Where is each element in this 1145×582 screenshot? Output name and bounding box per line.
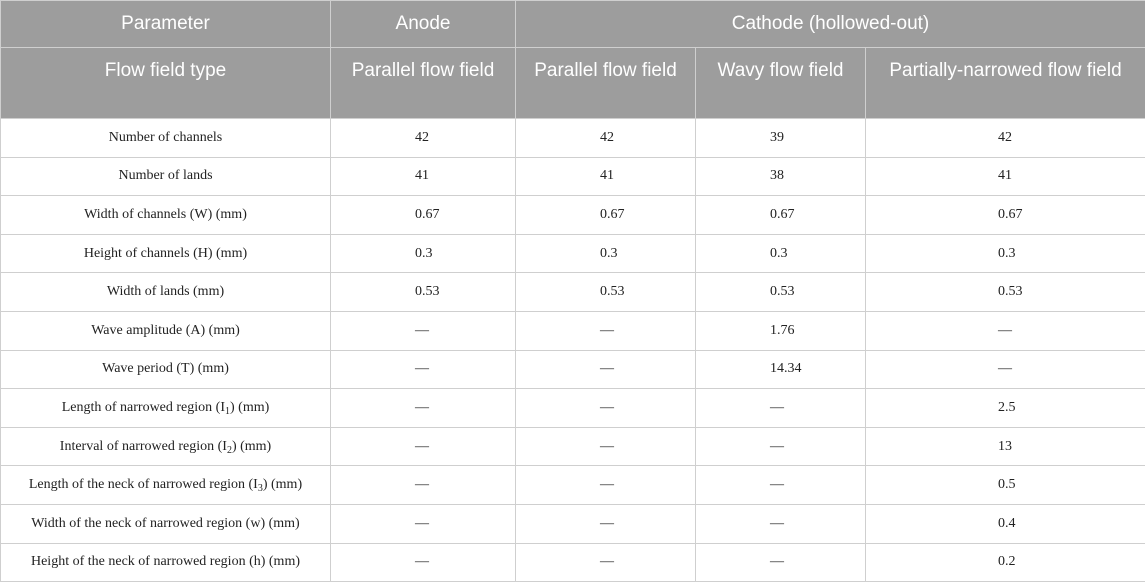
value-cell: — xyxy=(516,427,696,466)
parameter-cell: Width of channels (W) (mm) xyxy=(1,196,331,235)
table-row xyxy=(1,466,1145,505)
table-row xyxy=(1,504,1145,543)
value-cell: 0.53 xyxy=(331,273,516,312)
parameter-cell: Number of lands xyxy=(1,157,331,196)
value-cell: — xyxy=(696,466,866,505)
table-row xyxy=(1,273,1145,312)
value-cell: 0.53 xyxy=(866,273,1145,312)
value-cell: 42 xyxy=(866,119,1145,158)
value-cell: — xyxy=(331,543,516,582)
parameter-cell: Width of lands (mm) xyxy=(1,273,331,312)
header-cathode-wavy: Wavy flow field xyxy=(696,48,866,119)
value-cell: 0.67 xyxy=(331,196,516,235)
value-cell: 1.76 xyxy=(696,311,866,350)
value-cell: 0.5 xyxy=(866,466,1145,505)
table-row xyxy=(1,543,1145,582)
value-cell: 0.2 xyxy=(866,543,1145,582)
value-cell: — xyxy=(516,311,696,350)
value-cell: 42 xyxy=(516,119,696,158)
value-cell: 0.3 xyxy=(866,234,1145,273)
header-row-2 xyxy=(1,48,1145,119)
parameter-cell: Height of channels (H) (mm) xyxy=(1,234,331,273)
value-cell: — xyxy=(331,350,516,389)
value-cell: — xyxy=(696,543,866,582)
parameter-cell: Height of the neck of narrowed region (h) (mm) xyxy=(1,543,331,582)
table-row xyxy=(1,119,1145,158)
value-cell: — xyxy=(331,427,516,466)
value-cell: — xyxy=(696,504,866,543)
value-cell: 0.3 xyxy=(331,234,516,273)
header-cathode-narrowed: Partially-narrowed flow field xyxy=(866,48,1145,119)
table-row xyxy=(1,196,1145,235)
value-cell: 14.34 xyxy=(696,350,866,389)
header-cathode: Cathode (hollowed-out) xyxy=(516,1,1145,48)
value-cell: 41 xyxy=(331,157,516,196)
header-parameter: Parameter xyxy=(1,1,331,48)
header-anode-parallel: Parallel flow field xyxy=(331,48,516,119)
value-cell: 0.67 xyxy=(696,196,866,235)
value-cell: 0.53 xyxy=(516,273,696,312)
value-cell: — xyxy=(866,311,1145,350)
value-cell: 39 xyxy=(696,119,866,158)
value-cell: — xyxy=(516,543,696,582)
value-cell: — xyxy=(331,504,516,543)
table-row xyxy=(1,350,1145,389)
value-cell: — xyxy=(331,389,516,428)
value-cell: — xyxy=(331,466,516,505)
parameter-cell: Wave amplitude (A) (mm) xyxy=(1,311,331,350)
header-row-1 xyxy=(1,1,1145,48)
table-row xyxy=(1,427,1145,466)
value-cell: 0.3 xyxy=(696,234,866,273)
parameter-cell: Interval of narrowed region $(I_2)$ (mm) xyxy=(1,427,331,466)
value-cell: 2.5 xyxy=(866,389,1145,428)
value-cell: 0.53 xyxy=(696,273,866,312)
value-cell: 0.67 xyxy=(516,196,696,235)
value-cell: 0.4 xyxy=(866,504,1145,543)
table-row xyxy=(1,311,1145,350)
value-cell: 0.3 xyxy=(516,234,696,273)
parameter-cell: Length of the neck of narrowed region $(I_3)$ (mm) xyxy=(1,466,331,505)
table-row xyxy=(1,389,1145,428)
table-row xyxy=(1,157,1145,196)
value-cell: — xyxy=(866,350,1145,389)
header-flow-field-type: Flow field type xyxy=(1,48,331,119)
value-cell: — xyxy=(696,427,866,466)
value-cell: — xyxy=(516,350,696,389)
value-cell: 41 xyxy=(516,157,696,196)
value-cell: — xyxy=(516,466,696,505)
table-row xyxy=(1,234,1145,273)
header-anode: Anode xyxy=(331,1,516,48)
value-cell: 0.67 xyxy=(866,196,1145,235)
parameter-cell: Number of channels xyxy=(1,119,331,158)
value-cell: — xyxy=(516,504,696,543)
parameter-cell: Width of the neck of narrowed region (w) (mm) xyxy=(1,504,331,543)
parameter-cell: Length of narrowed region $(I_1)$ (mm) xyxy=(1,389,331,428)
value-cell: 38 xyxy=(696,157,866,196)
value-cell: — xyxy=(331,311,516,350)
value-cell: 13 xyxy=(866,427,1145,466)
value-cell: 41 xyxy=(866,157,1145,196)
value-cell: 42 xyxy=(331,119,516,158)
value-cell: — xyxy=(696,389,866,428)
header-cathode-parallel: Parallel flow field xyxy=(516,48,696,119)
value-cell: — xyxy=(516,389,696,428)
parameter-cell: Wave period (T) (mm) xyxy=(1,350,331,389)
